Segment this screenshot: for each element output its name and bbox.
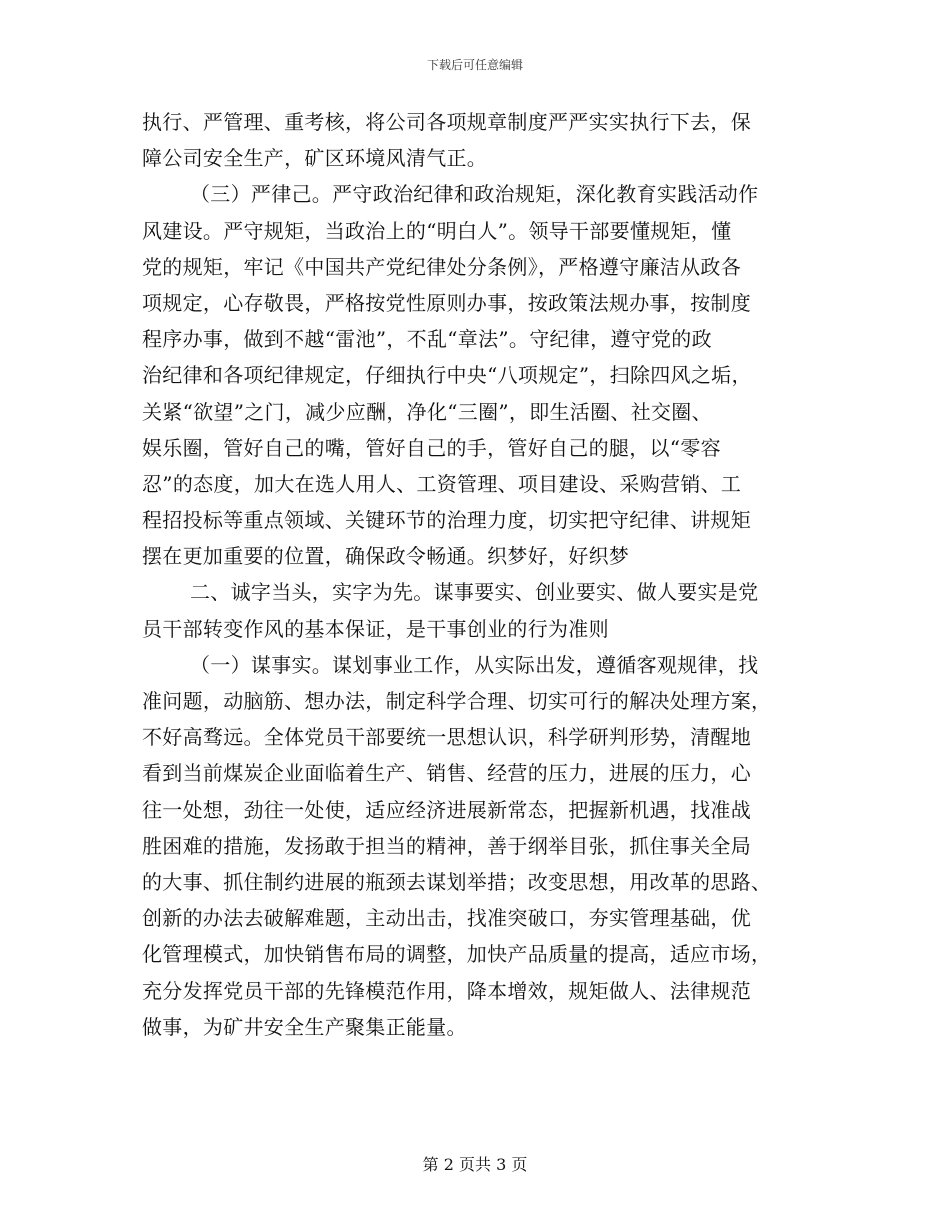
text-line: 障公司安全生产，矿区环境风清气正。 [142,146,488,171]
text-line: 娱乐圈，管好自己的嘴，管好自己的手，管好自己的腿，以“零容 [142,435,721,460]
text-line: 项规定，心存敬畏，严格按党性原则办事，按政策法规办事，按制度 [142,290,751,315]
text-line: 程招投标等重点领域、关键环节的治理力度，切实把守纪律、讲规矩 [142,508,751,533]
text-line: 化管理模式，加快销售布局的调整，加快产品质量的提高，适应市场， [142,942,772,967]
text-line: 治纪律和各项纪律规定，仔细执行中央“八项规定”，扫除四风之垢， [142,363,752,388]
text-line: 做事，为矿井安全生产聚集正能量。 [142,1014,467,1039]
text-line: （三）严律己。严守政治纪律和政治规矩，深化教育实践活动作 [190,182,759,207]
text-line: 员干部转变作风的基本保证，是干事创业的行为准则 [142,616,609,641]
text-line: 党的规矩，牢记《中国共产党纪律处分条例》，严格遵守廉洁从政各 [142,254,741,279]
text-line: 执行、严管理、重考核，将公司各项规章制度严严实实执行下去，保 [142,110,751,134]
text-line: 往一处想，劲往一处使，适应经济进展新常态，把握新机遇，找准战 [142,797,751,822]
text-line: 程序办事，做到不越“雷池”，不乱“章法”。守纪律，遵守党的政 [142,327,712,352]
text-line: 的大事、抓住制约进展的瓶颈去谋划举措；改变思想，用改革的思路、 [142,869,772,894]
text-line: 关紧“欲望”之门，减少应酬，净化“三圈”，即生活圈、社交圈、 [142,399,712,424]
text-line: 看到当前煤炭企业面临着生产、销售、经营的压力，进展的压力，心 [142,761,751,786]
document-body [142,104,812,1045]
text-line: 忍”的态度，加大在选人用人、工资管理、项目建设、采购营销、工 [142,471,742,496]
text-line: 胜困难的措施，发扬敢于担当的精神，善于纲举目张，抓住事关全局 [142,833,751,858]
text-line: 风建设。严守规矩，当政治上的“明白人”。领导干部要懂规矩，懂 [142,218,732,243]
text-line: 创新的办法去破解难题，主动出击，找准突破口，夯实管理基础，优 [142,906,751,931]
text-line: （一）谋事实。谋划事业工作，从实际出发，遵循客观规律，找 [190,652,759,677]
page-header: 下载后可任意编辑 [426,58,523,72]
text-line: 充分发挥党员干部的先锋模范作用，降本增效，规矩做人、法律规范 [142,978,751,1003]
text-line: 不好高骛远。全体党员干部要统一思想认识，科学研判形势，清醒地 [142,725,751,750]
text-line: 准问题，动脑筋、想办法，制定科学合理、切实可行的解决处理方案， [142,689,772,713]
text-line: 摆在更加重要的位置，确保政令畅通。织梦好，好织梦 [142,544,630,569]
page-footer: 第 2 页共 3 页 [422,1155,528,1174]
text-line: 二、诚字当头，实字为先。谋事要实、创业要实、做人要实是党 [190,580,759,605]
